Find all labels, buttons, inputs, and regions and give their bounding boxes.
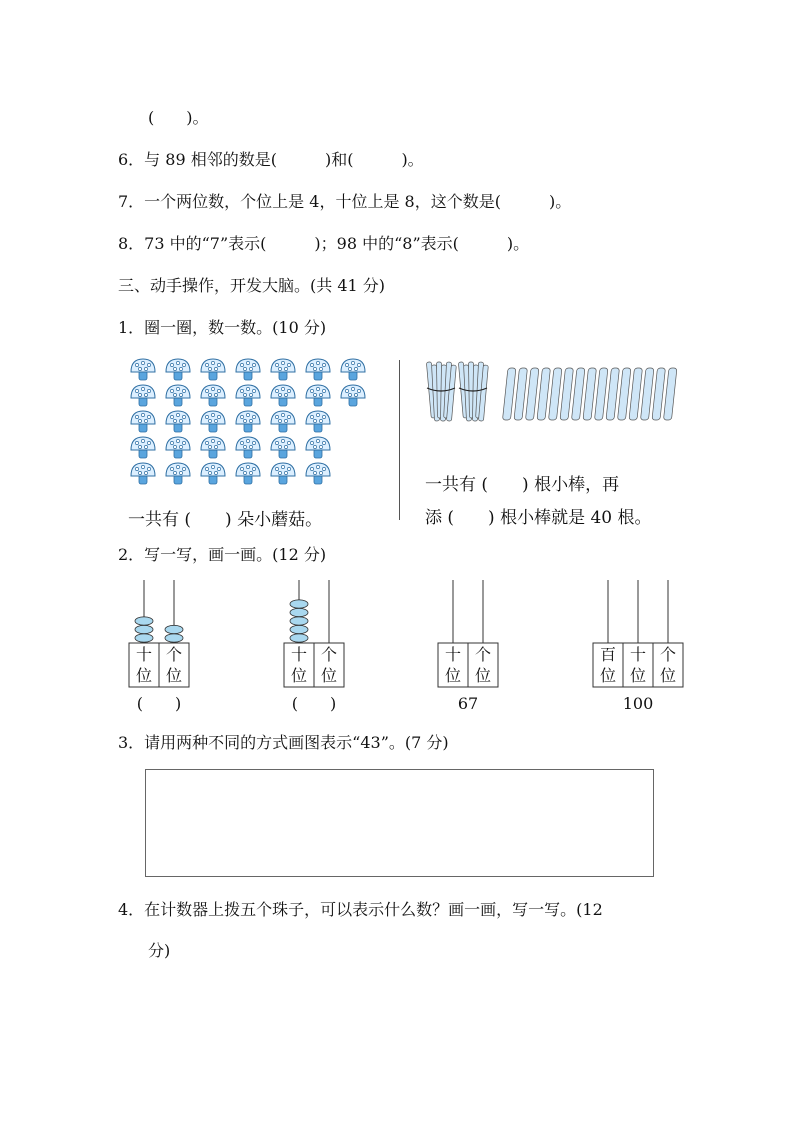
- mushroom: [341, 385, 365, 406]
- place-label: 位: [444, 666, 462, 685]
- abacus-bead: [290, 625, 308, 633]
- mushroom: [201, 385, 225, 406]
- stick-bundle: [458, 362, 488, 421]
- place-label: 百: [599, 645, 617, 664]
- abacus: [593, 580, 683, 713]
- abacus-bead: [290, 617, 308, 625]
- abacus-bead: [290, 600, 308, 608]
- continued-answer-blank: ( )。: [148, 108, 209, 127]
- loose-stick: [502, 368, 515, 420]
- stick-bundle: [426, 362, 456, 421]
- problem-4-heading: 4．在计数器上拨五个珠子，可以表示什么数？画一画，写一写。(12: [118, 900, 603, 919]
- mushroom: [201, 359, 225, 380]
- mushroom: [306, 437, 330, 458]
- mushroom: [236, 359, 260, 380]
- problem-4-heading-cont: 分): [148, 941, 171, 960]
- place-label: 位: [659, 666, 677, 685]
- abacus-answer: 100: [622, 694, 654, 713]
- mushroom: [131, 411, 155, 432]
- drawing-answer-box[interactable]: [145, 769, 654, 877]
- mushroom: [306, 385, 330, 406]
- mushroom-grid: [125, 355, 375, 495]
- abacus-answer: ( ): [291, 694, 337, 713]
- mushroom: [306, 359, 330, 380]
- abacus-answer: 67: [457, 694, 479, 713]
- mushroom: [236, 437, 260, 458]
- place-label: 十: [135, 645, 153, 664]
- place-label: 个: [474, 645, 492, 664]
- place-label: 十: [444, 645, 462, 664]
- mushroom: [236, 411, 260, 432]
- place-label: 个: [659, 645, 677, 664]
- mushroom: [271, 385, 295, 406]
- place-label: 位: [135, 666, 153, 685]
- sticks-caption-line1: 一共有 ( ) 根小棒，再: [425, 475, 620, 495]
- loose-stick: [571, 368, 584, 420]
- place-label: 个: [165, 645, 183, 664]
- place-label: 位: [320, 666, 338, 685]
- mushroom: [271, 437, 295, 458]
- mushroom: [306, 411, 330, 432]
- loose-stick: [629, 368, 642, 420]
- place-label: 位: [290, 666, 308, 685]
- place-label: 个: [320, 645, 338, 664]
- abacus-bead: [290, 634, 308, 642]
- question-6: 6．与 89 相邻的数是( )和( )。: [118, 150, 424, 169]
- mushroom: [271, 463, 295, 484]
- section-3-heading: 三、动手操作，开发大脑。(共 41 分): [118, 276, 386, 295]
- place-label: 位: [629, 666, 647, 685]
- mushroom: [131, 463, 155, 484]
- loose-stick: [560, 368, 573, 420]
- loose-stick: [617, 368, 630, 420]
- mushroom: [131, 359, 155, 380]
- mushroom-caption: 一共有 ( ) 朵小蘑菇。: [128, 510, 323, 530]
- problem-2-heading: 2．写一写，画一画。(12 分): [118, 545, 327, 564]
- abacus-row: [120, 578, 720, 713]
- mushroom: [166, 385, 190, 406]
- mushroom: [201, 463, 225, 484]
- mushroom: [271, 359, 295, 380]
- abacus-bead: [135, 617, 153, 625]
- loose-stick: [652, 368, 665, 420]
- sticks-caption-line2: 添 ( ) 根小棒就是 40 根。: [425, 508, 652, 528]
- abacus-bead: [290, 608, 308, 616]
- place-label: 十: [629, 645, 647, 664]
- mushroom: [341, 359, 365, 380]
- mushroom: [201, 411, 225, 432]
- mushroom: [166, 437, 190, 458]
- problem-1-heading: 1．圈一圈，数一数。(10 分): [118, 318, 327, 337]
- mushroom: [271, 411, 295, 432]
- abacus-bead: [135, 634, 153, 642]
- place-label: 位: [474, 666, 492, 685]
- mushroom: [201, 437, 225, 458]
- loose-stick: [537, 368, 550, 420]
- mushroom: [236, 463, 260, 484]
- loose-stick: [583, 368, 596, 420]
- loose-stick: [525, 368, 538, 420]
- abacus: [438, 580, 498, 713]
- mushroom: [166, 411, 190, 432]
- abacus: [284, 580, 344, 713]
- problem-3-heading: 3．请用两种不同的方式画图表示“43”。(7 分): [118, 733, 449, 752]
- mushroom: [131, 437, 155, 458]
- loose-stick: [663, 368, 676, 420]
- sticks-illustration: [425, 358, 695, 428]
- loose-stick: [514, 368, 527, 420]
- abacus-bead: [135, 625, 153, 633]
- mushroom: [166, 463, 190, 484]
- mushroom: [166, 359, 190, 380]
- place-label: 位: [165, 666, 183, 685]
- abacus: [129, 580, 189, 713]
- loose-stick: [640, 368, 653, 420]
- abacus-bead: [165, 634, 183, 642]
- loose-stick: [606, 368, 619, 420]
- mushroom: [236, 385, 260, 406]
- abacus-answer: ( ): [136, 694, 182, 713]
- divider-line: [399, 360, 400, 520]
- loose-stick: [548, 368, 561, 420]
- place-label: 位: [599, 666, 617, 685]
- question-8: 8．73 中的“7”表示( )；98 中的“8”表示( )。: [118, 234, 530, 253]
- place-label: 十: [290, 645, 308, 664]
- question-7: 7．一个两位数，个位上是 4，十位上是 8，这个数是( )。: [118, 192, 572, 211]
- loose-stick: [594, 368, 607, 420]
- abacus-bead: [165, 625, 183, 633]
- mushroom: [306, 463, 330, 484]
- mushroom: [131, 385, 155, 406]
